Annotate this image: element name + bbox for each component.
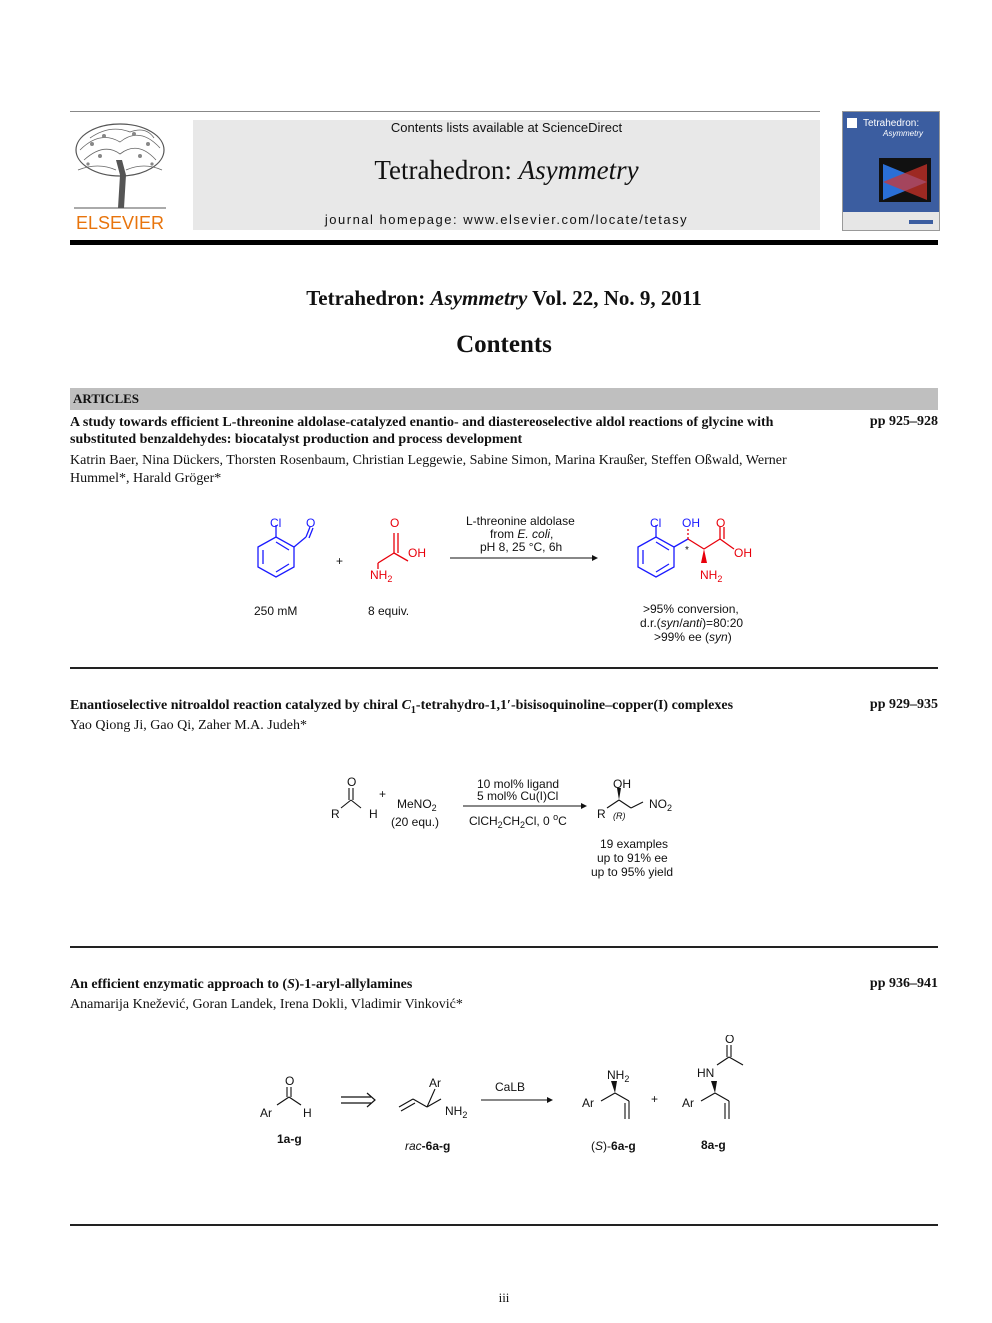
elsevier-logo[interactable] xyxy=(70,120,170,232)
header-top-rule xyxy=(70,111,820,112)
svg-text:NH2: $NH_2$ xyxy=(700,568,723,584)
elsevier-wordmark: ELSEVIER xyxy=(75,213,165,232)
product-aryl-structure xyxy=(638,525,688,577)
cover-title-text: Tetrahedron: xyxy=(863,118,920,129)
aldehyde-structure xyxy=(341,788,361,808)
article-2-authors: Yao Qiong Ji, Gao Qi, Zaher M.A. Judeh* xyxy=(70,718,307,733)
svg-text:R: R xyxy=(331,807,340,821)
svg-text:pH 8, 25 °C, 6h: pH 8, 25 °C, 6h xyxy=(480,540,563,554)
svg-text:+: + xyxy=(379,787,387,801)
svg-text:NH2: $NH_2$ xyxy=(445,1104,468,1120)
svg-text:up to 91% ee: up to 91% ee xyxy=(597,851,668,865)
svg-text:Ar: Ar xyxy=(260,1106,272,1120)
svg-text:NH2: $NH_2$ xyxy=(370,568,393,584)
svg-text:1a-g: 1a-g xyxy=(277,1132,302,1146)
contents-lists-note[interactable]: Contents lists available at ScienceDirect xyxy=(390,120,623,135)
product-amino-acid-structure xyxy=(688,527,734,549)
svg-text:MeNO2: MeNO$_2$ xyxy=(397,797,437,813)
svg-text:O: O xyxy=(390,516,400,530)
svg-text:(R): (R) xyxy=(613,811,626,821)
svg-text:10 mol% ligand: 10 mol% ligand xyxy=(477,777,560,791)
contents-heading: Contents xyxy=(456,331,552,358)
glycine-structure xyxy=(378,533,408,569)
svg-text:up to 95% yield: up to 95% yield xyxy=(591,865,674,879)
svg-text:+: + xyxy=(651,1092,659,1106)
header-bottom-rule xyxy=(70,240,938,245)
cover-artwork xyxy=(879,158,931,202)
svg-text:(S)-6a-g: (S)-6a-g xyxy=(591,1139,636,1153)
svg-text:from E. coli,: from E. coli, xyxy=(490,527,554,541)
article-1-title[interactable]: A study towards efficient L-threonine aldolase-catalyzed enantio- and diastereoselective aldol reactions of glycine with substituted benzaldehydes: biocatalyst production and process development xyxy=(70,415,774,447)
svg-text:OH: OH xyxy=(613,777,631,791)
svg-text:rac-6a-g: rac-6a-g xyxy=(405,1139,451,1153)
svg-text:>99% ee (syn): >99% ee (syn) xyxy=(654,630,732,644)
article-3-pages[interactable]: pp 936–941 xyxy=(869,976,938,991)
article-1-authors: Katrin Baer, Nina Dückers, Thorsten Rosenbaum, Christian Leggewie, Sabine Simon, Marina Kraußer, Steffen Oßwald, Werner Hummel*, Harald Gröger* xyxy=(70,453,787,486)
svg-text:O: O xyxy=(716,516,726,530)
nitroalcohol-structure xyxy=(607,800,643,808)
svg-text:HN: HN xyxy=(697,1066,715,1080)
svg-text:>95% conversion,: >95% conversion, xyxy=(643,602,739,616)
svg-text:5 mol% Cu(I)Cl: 5 mol% Cu(I)Cl xyxy=(477,789,559,803)
svg-text:OH: OH xyxy=(408,546,426,560)
article-1-pages[interactable]: pp 925–928 xyxy=(869,414,938,429)
journal-homepage[interactable]: journal homepage: www.elsevier.com/locate/tetasy xyxy=(324,212,689,227)
svg-text:8a-g: 8a-g xyxy=(701,1138,726,1152)
benzaldehyde-structure xyxy=(258,525,313,577)
svg-text:19 examples: 19 examples xyxy=(600,837,669,851)
acetamide-structure xyxy=(701,1045,743,1119)
svg-text:8 equiv.: 8 equiv. xyxy=(368,604,410,618)
svg-text:*: * xyxy=(685,545,689,556)
page-number: iii xyxy=(498,1290,510,1305)
svg-text:H: H xyxy=(369,807,378,821)
article-2-title[interactable]: Enantioselective nitroaldol reaction catalyzed by chiral $C_1-tetrahydro-1,1'-bisisoquinoline-copper(I)$ complexes xyxy=(70,698,734,716)
retrosynthesis-arrow xyxy=(341,1093,375,1107)
svg-text:OH: OH xyxy=(682,516,700,530)
svg-text:+: + xyxy=(336,554,344,568)
svg-text:(20 equ.): (20 equ.) xyxy=(391,815,440,829)
svg-text:Cl: Cl xyxy=(650,516,662,530)
svg-text:Ar: Ar xyxy=(429,1076,441,1090)
svg-text:NH2: $NH_2$ xyxy=(607,1068,630,1084)
article-3-authors: Anamarija Knežević, Goran Landek, Irena Dokli, Vladimir Vinković* xyxy=(70,997,463,1012)
racemic-amine-structure xyxy=(399,1089,441,1111)
svg-text:O: O xyxy=(285,1074,295,1088)
issue-title: Tetrahedron: Asymmetry Vol. 22, No. 9, 2011 xyxy=(306,286,702,310)
s-amine-structure xyxy=(601,1093,629,1119)
article-separator xyxy=(70,946,938,948)
svg-text:H: H xyxy=(303,1106,312,1120)
svg-text:d.r.(syn/anti)=80:20: d.r.(syn/anti)=80:20 xyxy=(640,616,744,630)
article-separator xyxy=(70,667,938,669)
article-separator xyxy=(70,1224,938,1226)
svg-text:L-threonine aldolase: L-threonine aldolase xyxy=(466,514,575,528)
svg-text:Ar: Ar xyxy=(582,1096,594,1110)
article-2-scheme xyxy=(325,772,695,887)
svg-text:CaLB: CaLB xyxy=(495,1080,526,1094)
article-1-scheme xyxy=(230,505,790,650)
article-2-pages[interactable]: pp 929–935 xyxy=(869,697,938,712)
svg-text:R: R xyxy=(597,807,606,821)
elsevier-tree-icon xyxy=(70,120,170,232)
section-bar xyxy=(70,388,938,410)
svg-text:O: O xyxy=(306,516,316,530)
article-3-title[interactable]: An efficient enzymatic approach to (S)-1-aryl-allylamines xyxy=(70,977,413,992)
svg-text:O: O xyxy=(347,775,357,789)
aryl-aldehyde-structure xyxy=(277,1087,301,1105)
svg-text:250 mM: 250 mM xyxy=(254,604,298,618)
svg-text:OH: OH xyxy=(734,546,752,560)
svg-text:O: O xyxy=(725,1035,735,1046)
journal-cover-thumbnail[interactable] xyxy=(842,111,940,231)
svg-text:NO2: $NO_2$ xyxy=(649,797,673,813)
svg-text:Ar: Ar xyxy=(682,1096,694,1110)
article-3-scheme xyxy=(255,1035,765,1160)
svg-text:ClCH2CH2Cl, 0 oC: $ClCH_2CH_2Cl$, 0 $^o$C xyxy=(469,812,567,830)
journal-title: Tetrahedron: Asymmetry xyxy=(374,155,639,185)
cover-subtitle-text: Asymmetry xyxy=(883,129,923,138)
svg-text:Cl: Cl xyxy=(270,516,282,530)
section-label: ARTICLES xyxy=(73,391,140,406)
